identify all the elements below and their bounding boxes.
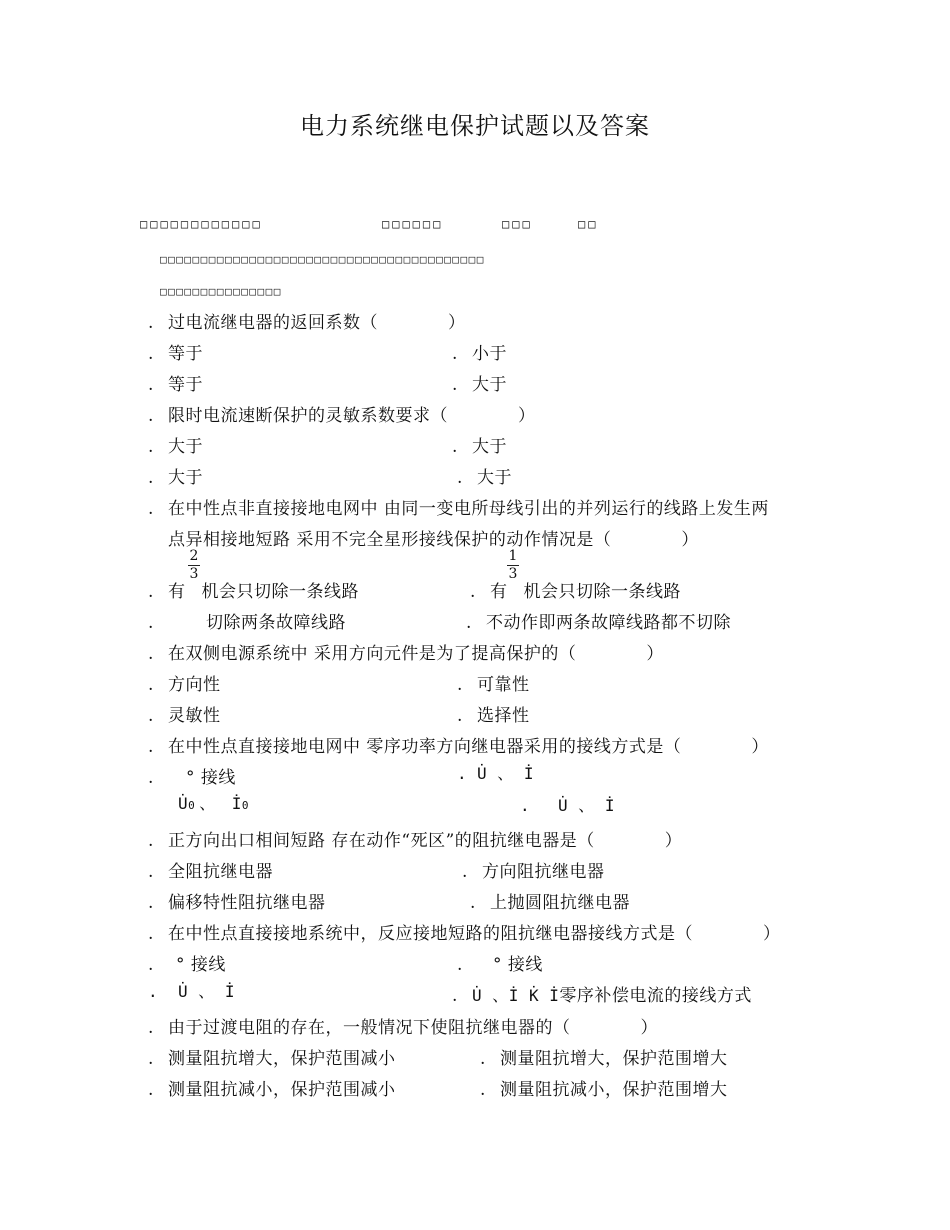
question-4-stem: . 在双侧电源系统中 采用方向元件是为了提高保护的（ ） <box>148 644 664 664</box>
page-title: 电力系统继电保护试题以及答案 <box>300 112 650 140</box>
question-6-stem: . 正方向出口相间短路 存在动作“死区”的阻抗继电器是（ ） <box>148 831 683 851</box>
question-8-option-a: . 测量阻抗增大，保护范围减小 <box>148 1049 396 1069</box>
question-2-option-b: . 大于 <box>452 437 507 457</box>
header-garbled-a: □□□□□□□□□□□□ <box>140 217 263 231</box>
question-1-option-d: . 大于 <box>452 375 507 395</box>
fraction-two-thirds: $\frac{2}{3}$ <box>189 548 199 582</box>
question-4-option-a: . 方向性 <box>148 675 221 695</box>
question-8-option-c: . 测量阻抗减小，保护范围减小 <box>148 1080 396 1100</box>
question-4-option-b: . 可靠性 <box>457 675 530 695</box>
question-7-option-a: . ° 接线 <box>148 955 226 975</box>
question-8-stem: . 由于过渡电阻的存在，一般情况下使阻抗继电器的（ ） <box>148 1018 658 1038</box>
question-4-option-c: . 灵敏性 <box>148 706 221 726</box>
question-4-option-d: . 选择性 <box>457 706 530 726</box>
question-6-option-d: . 上抛圆阻抗继电器 <box>470 893 630 913</box>
question-7-option-b: . ° 接线 <box>457 955 543 975</box>
question-6-option-b: . 方向阻抗继电器 <box>462 862 605 882</box>
question-5-option-c: U̇0 、 İ0 <box>178 794 250 813</box>
question-7-option-d: . U̇ 、İ K̇ İ零序补偿电流的接线方式 <box>452 986 752 1006</box>
question-3-stem-line-1: . 在中性点非直接接地电网中 由同一变电所母线引出的并列运行的线路上发生两 <box>148 499 769 519</box>
question-2-option-c: . 大于 <box>148 468 203 488</box>
question-1-option-a: . 等于 <box>148 344 203 364</box>
question-3-option-d: . 不动作即两条故障线路都不切除 <box>466 613 731 633</box>
question-2-stem: . 限时电流速断保护的灵敏系数要求（ ） <box>148 406 536 426</box>
intro-garbled-line-2: □□□□□□□□□□□□□□□ <box>160 285 282 298</box>
question-1-stem: . 过电流继电器的返回系数（ ） <box>148 313 466 333</box>
question-5-option-a: . ° 接线 <box>148 768 236 788</box>
question-3-option-c: . 切除两条故障线路 <box>148 613 346 633</box>
question-3-option-a: . 有 机会只切除一条线路 <box>148 582 359 602</box>
question-7-stem: . 在中性点直接接地系统中，反应接地短路的阻抗继电器接线方式是（ ） <box>148 924 781 944</box>
question-6-option-a: . 全阻抗继电器 <box>148 862 273 882</box>
question-6-option-c: . 偏移特性阻抗继电器 <box>148 893 326 913</box>
fraction-one-third: $\frac{1}{3}$ <box>508 548 518 582</box>
question-2-option-a: . 大于 <box>148 437 203 457</box>
question-5-stem: . 在中性点直接接地电网中 零序功率方向继电器采用的接线方式是（ ） <box>148 737 769 757</box>
question-5-option-d: . U̇ 、 İ <box>520 796 616 815</box>
header-garbled-d: □□ <box>578 217 599 231</box>
header-garbled-c: □□□ <box>502 217 533 231</box>
question-1-option-b: . 小于 <box>452 344 507 364</box>
question-8-option-d: . 测量阻抗减小，保护范围增大 <box>480 1080 728 1100</box>
question-8-option-b: . 测量阻抗增大，保护范围增大 <box>480 1049 728 1069</box>
question-7-option-c: . U̇ 、 İ <box>148 982 236 1001</box>
question-2-option-d: . 大于 <box>457 468 512 488</box>
question-1-option-c: . 等于 <box>148 375 203 395</box>
question-5-option-b: . U̇ 、 İ <box>457 764 535 783</box>
question-3-stem-line-2: 点异相接地短路 采用不完全星形接线保护的动作情况是（ ） <box>168 530 699 550</box>
header-garbled-b: □□□□□□ <box>382 217 444 231</box>
intro-garbled-line-1: □□□□□□□□□□□□□□□□□□□□□□□□□□□□□□□□□□□□□□□□ <box>160 253 485 266</box>
question-3-option-b: . 有 机会只切除一条线路 <box>470 582 681 602</box>
